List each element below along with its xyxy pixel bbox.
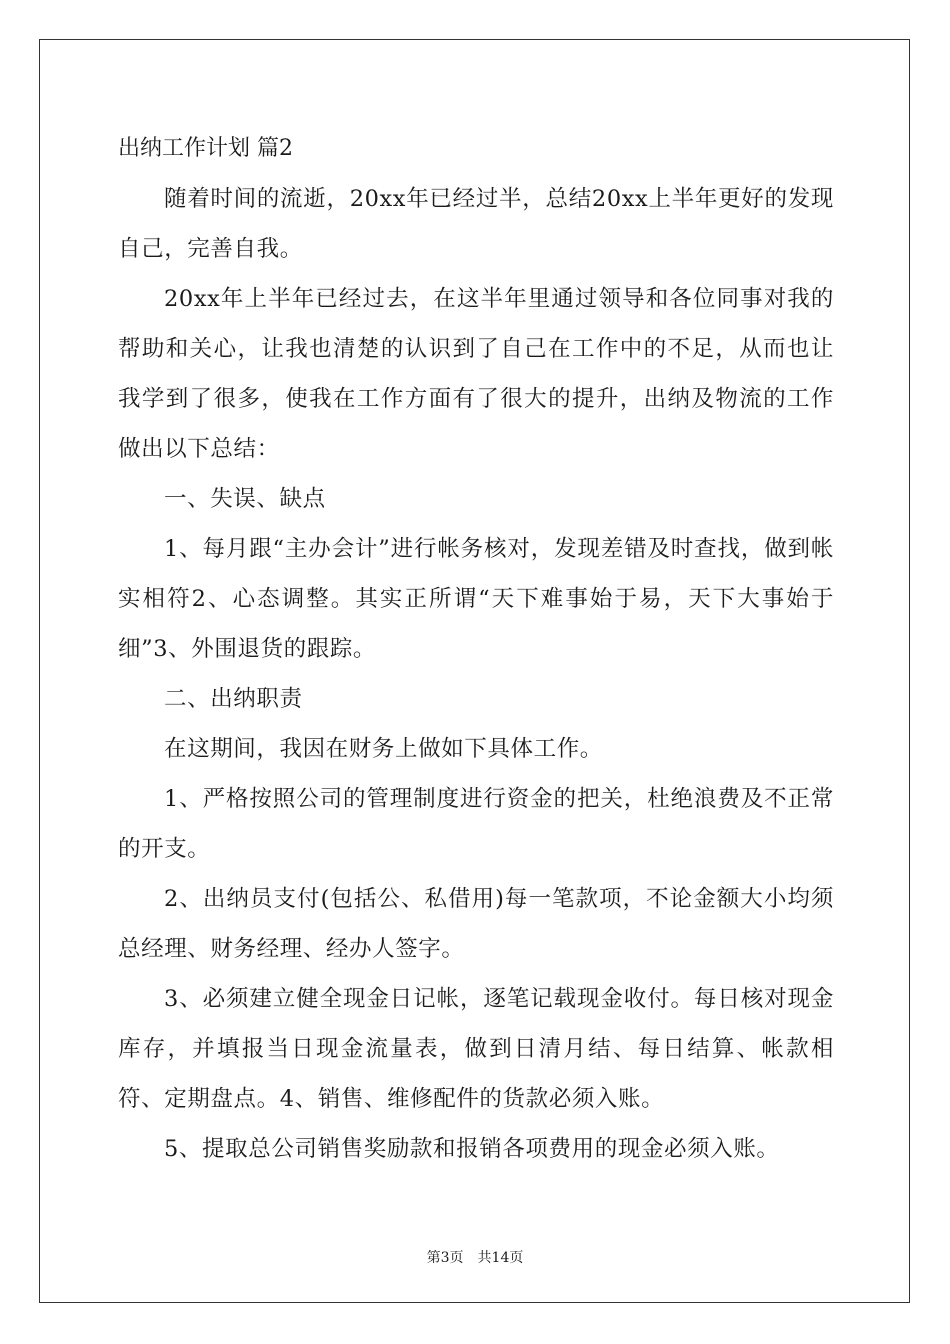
paragraph-duty-3: 3、必须建立健全现金日记帐，逐笔记载现金收付。每日核对现金库存，并填报当日现金流量表，做到日清月结、每日结算、帐款相符、定期盘点。4、销售、维修配件的货款必须入账。 xyxy=(118,986,834,1112)
section-heading-mistakes: 一、失误、缺点 xyxy=(164,486,326,512)
paragraph-duty-1: 1、严格按照公司的管理制度进行资金的把关，杜绝浪费及不正常的开支。 xyxy=(118,786,834,862)
page-footer: 第3页 共14页 xyxy=(426,1250,524,1266)
paragraph-intro: 随着时间的流逝，20xx年已经过半，总结20xx上半年更好的发现自己，完善自我。 xyxy=(118,186,834,262)
section-heading-duties: 二、出纳职责 xyxy=(164,686,303,712)
paragraph-duty-5: 5、提取总公司销售奖励款和报销各项费用的现金必须入账。 xyxy=(164,1136,780,1162)
document-title: 出纳工作计划 篇2 xyxy=(118,136,293,161)
paragraph-mistakes: 1、每月跟“主办会计”进行帐务核对，发现差错及时查找，做到帐实相符2、心态调整。其实正所谓“天下难事始于易，天下大事始于细”3、外围退货的跟踪。 xyxy=(118,536,834,662)
paragraph-summary: 20xx年上半年已经过去，在这半年里通过领导和各位同事对我的帮助和关心，让我也清楚的认识到了自己在工作中的不足，从而也让我学到了很多，使我在工作方面有了很大的提升，出纳及物流的工作做出以下总结： xyxy=(118,286,834,462)
document-body xyxy=(118,124,834,1174)
paragraph-duty-2: 2、出纳员支付(包括公、私借用)每一笔款项，不论金额大小均须总经理、财务经理、经办人签字。 xyxy=(118,886,834,962)
paragraph-duties-intro: 在这期间，我因在财务上做如下具体工作。 xyxy=(164,736,603,762)
